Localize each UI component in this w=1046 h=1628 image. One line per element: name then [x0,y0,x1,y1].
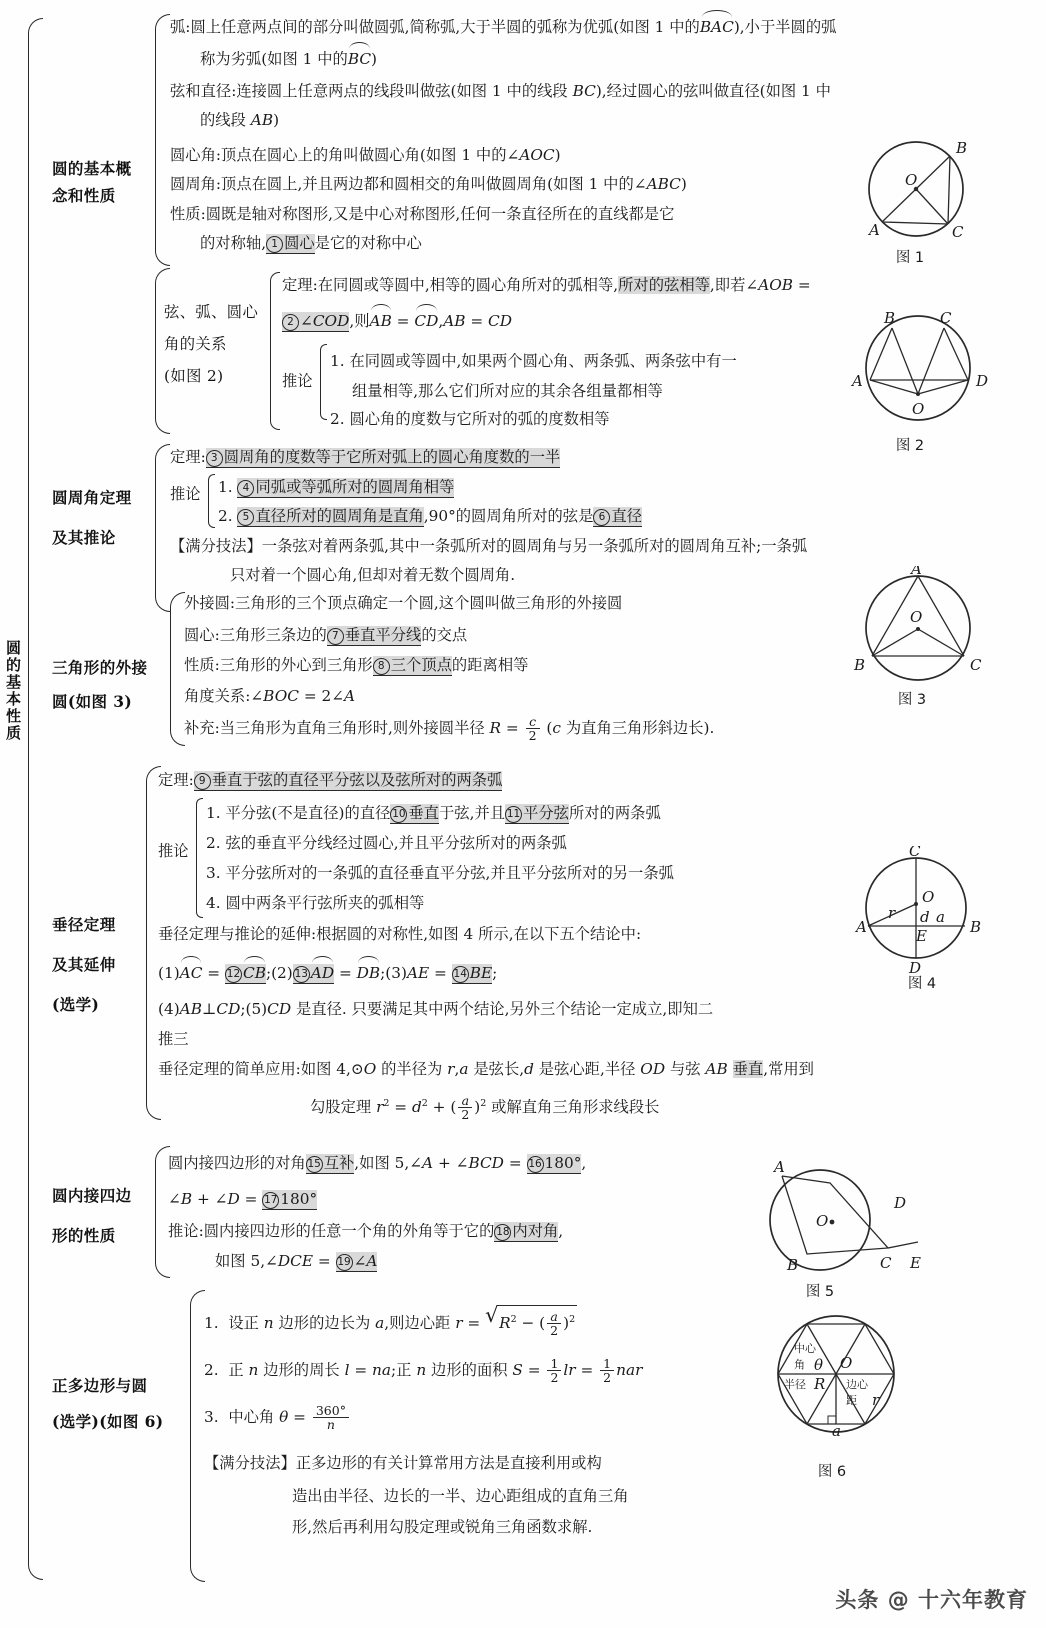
s5-inference-3: 3. 平分弦所对的一条弧的直径垂直平分弦,并且平分弦所对的另一条弧 [206,864,674,882]
s2-inference-2: 2. 圆心角的度数与它所对的弧的度数相等 [330,410,610,428]
s4-line2: 圆心:三角形三条边的 7 垂直平分线的交点 [184,626,468,644]
svg-text:C: C [940,309,952,327]
s3-theorem: 定理: 3 圆周角的度数等于它所对弧上的圆心角度数的一半 [170,448,561,466]
section4-label: 三角形的外接 圆(如图 3) [52,658,148,711]
s5-extension: 垂径定理与推论的延伸:根据圆的对称性,如图 4 所示,在以下五个结论中: [158,925,642,943]
s5-inference-4: 4. 圆中两条平行弦所夹的弧相等 [206,894,425,912]
s5-application: 垂径定理的简单应用:如图 4,⊙O 的半径为 r,a 是弦长,d 是弦心距,半径 OD 与弦 AB 垂直,常用到 [158,1060,814,1078]
s1-line1: 弧:圆上任意两点间的部分叫做圆弧,简称弧,大于半圆的弧称为优弧(如图 1 中的BAC),小于半圆的弧 [170,12,836,41]
s3-inference-2: 2. 5 直径所对的圆周角是直角,90°的圆周角所对的弦是 6 直径 [218,507,643,525]
s7-tip-line3: 形,然后再利用勾股定理或锐角三角函数求解. [292,1518,593,1536]
s5-theorem: 定理: 9 垂直于弦的直径平分弦以及弦所对的两条弧 [158,771,503,789]
s5-formula: 勾股定理 $r^2 = d^2$ + ( $\frac{a}{2}$ )$^2$ 或解直角三角形求线段长 [310,1092,660,1122]
svg-text:D: D [909,959,922,976]
figure-4 [848,846,1008,996]
svg-text:A: A [911,566,922,578]
s2-theorem-line2: 2 ∠COD,则AB = CD,AB = CD [282,306,512,335]
figure-3 [838,566,998,711]
svg-text:E: E [910,1254,921,1272]
svg-text:a: a [936,908,945,926]
svg-text:A: A [856,918,867,936]
svg-text:A: A [852,372,863,390]
s3-inference-brace [208,474,215,528]
s1-line8: 的对称轴, 1 圆心是它的对称中心 [200,234,422,252]
svg-text:O: O [912,400,925,418]
root-label: 圆的基本性质 [4,640,22,742]
s3-inference-1: 1. 4 同弧或等弧所对的圆周角相等 [218,478,455,496]
s1-line5: 圆心角:顶点在圆心上的角叫做圆心角(如图 1 中的∠AOC) [170,146,561,164]
svg-text:边心: 边心 [846,1378,868,1391]
s5-inference-label: 推论 [158,842,189,860]
s5-conclusion-2: (4)AB⊥CD;(5)CD 是直径. 只要满足其中两个结论,另外三个结论一定成立,即知二 [158,1000,714,1018]
figure-4-caption: 图 4 [907,976,937,992]
svg-text:O: O [905,171,918,189]
section2-inner-brace [270,272,280,430]
s7-tip-line2: 造出由半径、边长的一半、边心距组成的直角三角 [292,1487,629,1505]
svg-text:E: E [916,927,927,945]
figure-2 [840,306,1000,456]
figure-3-caption: 图 3 [897,692,927,708]
s5-inference-brace [196,798,203,918]
svg-text:O: O [840,1354,853,1372]
s6-line3: 推论:圆内接四边形的任意一个角的外角等于它的 18 内对角, [168,1222,564,1240]
s1-line7: 性质:圆既是轴对称图形,又是中心对称图形,任何一条直径所在的直线都是它 [170,205,675,223]
svg-text:中心: 中心 [794,1342,816,1355]
s4-line4: 角度关系:∠BOC = 2∠A [184,687,356,705]
figure-2-caption: 图 2 [895,438,925,454]
s6-line2: ∠B + ∠D = 17 180° [168,1190,318,1208]
section5-label: 垂径定理 及其延伸 (选学) [52,915,116,1014]
s1-line3: 弦和直径:连接圆上任意两点的线段叫做弦(如图 1 中的线段 BC),经过圆心的弦叫做直径(如图 1 中 [170,82,831,100]
figure-1 [838,136,998,266]
svg-text:O: O [910,608,923,626]
watermark [835,1584,1028,1614]
s1-line4: 的线段 AB) [200,111,280,129]
s3-tip-line2: 只对着一个圆心角,但却对着无数个圆周角. [230,566,516,584]
s7-item1: 1. 设正 n 边形的边长为 a,则边心距 r = √ $R^2$ − ( $\frac{a}{2}$ )$^2$ [204,1305,577,1338]
s7-item3: 3. 中心角 θ = $\frac{360^\circ}{n}$ [204,1404,351,1432]
s5-conclusion-3: 推三 [158,1030,189,1048]
figure-6-caption: 图 6 [817,1464,847,1480]
section3-label: 圆周角定理 及其推论 [52,488,132,547]
figure-5 [742,1158,922,1303]
watermark-name: 十六年教育 [918,1588,1028,1612]
s2-theorem: 定理:在同圆或等圆中,相等的圆心角所对的弧相等,所对的弦相等,即若∠AOB = [282,276,811,294]
section7-label: 正多边形与圆 (选学)(如图 6) [52,1376,164,1431]
s5-inference-2: 2. 弦的垂直平分线经过圆心,并且平分弦所对的两条弧 [206,834,567,852]
s7-tip-line1: 【满分技法】正多边形的有关计算常用方法是直接利用或构 [204,1454,602,1472]
s6-line4: 如图 5,∠DCE = 19 ∠A [215,1252,378,1270]
figure-5-caption: 图 5 [805,1284,835,1300]
svg-text:B: B [956,139,968,157]
watermark-prefix: 头条 [835,1588,880,1612]
section6-label: 圆内接四边 形的性质 [52,1186,132,1245]
s5-inference-1: 1. 平分弦(不是直径)的直径 10 垂直于弦,并且 11 平分弦所对的两条弧 [206,804,661,822]
svg-text:距: 距 [846,1394,857,1407]
svg-text:r: r [888,904,896,922]
s2-inference-1b: 组量相等,那么它们所对应的其余各组量都相等 [352,382,663,400]
svg-text:A: A [774,1158,785,1176]
s1-line6: 圆周角:顶点在圆上,并且两边都和圆相交的角叫做圆周角(如图 1 中的∠ABC) [170,175,687,193]
svg-text:O: O [816,1212,829,1230]
s2-inference-1a: 1. 在同圆或等圆中,如果两个圆心角、两条弧、两条弦中有一 [330,352,737,370]
svg-text:a: a [832,1422,841,1440]
s4-line1: 外接圆:三角形的三个顶点确定一个圆,这个圆叫做三角形的外接圆 [184,594,623,612]
s6-line1: 圆内接四边形的对角 15 互补,如图 5,∠A + ∠BCD = 16 180°, [168,1154,587,1172]
svg-text:O: O [922,888,935,906]
s4-supplement: 补充:当三角形为直角三角形时,则外接圆半径 R = $\frac{c}{2}$ (c 为直角三角形斜边长). [184,713,715,743]
section2-label: 弦、弧、圆心 角的关系 (如图 2) [164,303,259,385]
section1-brace [155,14,170,266]
s3-inference-label: 推论 [170,485,201,503]
svg-text:B: B [884,309,896,327]
svg-text:B: B [970,918,982,936]
s4-line3: 性质:三角形的外心到三角形 8 三个顶点的距离相等 [184,656,529,674]
s3-tip-line1: 【满分技法】一条弦对着两条弧,其中一条弧所对的圆周角与另一条弧所对的圆周角互补;一条弧 [170,537,808,555]
section1-label: 圆的基本概 念和性质 [52,159,132,205]
s5-conclusion-1: (1)AC = 12 CB;(2) 13 AD = DB;(3)AE = 14 BE; [158,958,497,987]
figure-1-caption: 图 1 [895,250,925,266]
svg-text:D: D [976,372,989,390]
watermark-at: @ [887,1588,910,1612]
svg-text:A: A [869,221,880,239]
svg-text:C: C [909,846,921,860]
svg-text:角: 角 [794,1358,805,1371]
svg-text:r: r [872,1391,880,1409]
s2-inference-brace [320,344,327,420]
svg-text:C: C [952,223,964,241]
svg-text:R: R [814,1375,826,1393]
s7-item2: 2. 正 n 边形的周长 l = na;正 n 边形的面积 S = $\frac{1}{2}$ lr = $\frac{1}{2}$ nar [204,1355,643,1385]
svg-text:C: C [880,1254,892,1272]
svg-text:d: d [920,908,930,926]
s2-inference-label: 推论 [282,372,313,390]
root-brace [28,18,43,1580]
svg-text:θ: θ [814,1356,824,1374]
figure-6 [748,1302,928,1482]
s1-line2: 称为劣弧(如图 1 中的BC) [200,44,377,73]
svg-text:B: B [854,656,866,674]
svg-text:半径: 半径 [784,1378,806,1391]
svg-text:C: C [970,656,982,674]
svg-text:B: B [787,1256,799,1274]
svg-text:D: D [894,1194,907,1212]
